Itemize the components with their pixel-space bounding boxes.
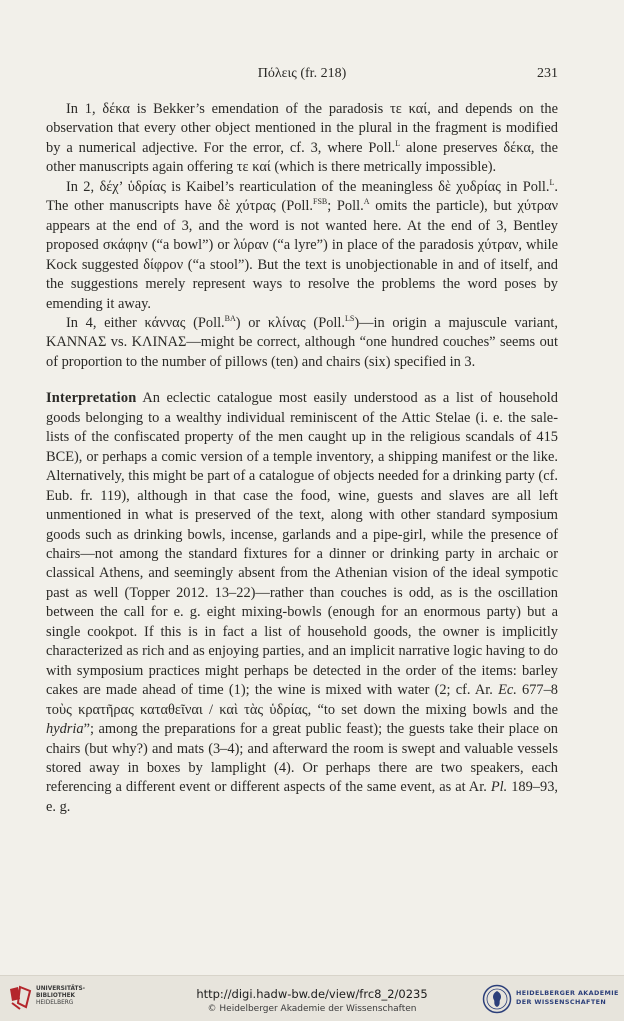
footer-bar	[0, 975, 624, 1021]
page-number: 231	[537, 66, 558, 81]
interpretation-paragraph: Interpretation An eclectic catalogue most easily understood as a list of household goods belonging to a wealthy individual reminiscent of the Attic Stelae (i. e. the sale-lists of the confiscated property of the men caught up in the religious scandals of 415 BCE), or perhaps a comic version of a temple inventory, a shipping manifest or the like. Alternatively, this might be part of a catalogue of objects needed for a drinking party (cf. Eub. fr. 119), although in that case the food, wine, guests and slaves are all left unmentioned in what is preserved of the text, along with other standard symposium goods such as drinking bowls, incense, garlands and a pipe-girl, while the presence of chairs—not among the standard fixtures for a dinner or drinking party in archaic or classical Athens, and seemingly absent from the Athenian vision of the ideal sympotic past as well (Topper 2012. 13–22)—rather than couches is odd, as is the oscillation between the call for e. g. eight mixing-bowls (enough for an enormous party) but a single cookpot. If this is in fact a list of household goods, the owner is implicitly characterized as rich and as enjoying parties, and an implicit narrative logic having to do with symposium practices might perhaps be detected in the order of the items: barley cakes are made ahead of time (1); the wine is mixed with water (2; cf. Ar. Ec. 677–8 τοὺς κρατῆρας καταθεῖναι / καὶ τὰς ὑδρίας, “to set down the mixing bowls and the hydria”; among the preparations for a great public feast); the guests take their place on chairs (but why?) and mats (3–4); and afterward the room is swept and valuable vessels stored away in boxes by lamplight (4). Or perhaps there are two speakers, each referencing a different event or different aspects of the same event, as at Ar. Pl. 189–93, e. g.	[46, 390, 558, 815]
paragraph-line-4: In 4, either κάννας (Poll.$^{BA}$) or κλίνας (Poll.$^{LS}$)—in origin a majuscule variant, ΚΑΝΝΑΣ vs. ΚΛΙΝΑΣ—might be correct, although “one hundred couches” seems out of proportion to the number of pillows (ten) and chairs (six) specified in 3.	[46, 314, 558, 370]
paragraph-line-1: In 1, δέκα is Bekker’s emendation of the paradosis τε καί, and depends on the observation that every other object mentioned in the plural in the fragment is modified by a numerical adjective. For the error, cf. 3, where Poll.$^L$ alone preserves δέκα, the other manuscripts again offering τε καί (which is there metrically impossible).	[46, 101, 559, 176]
section-heading: Interpretation	[46, 390, 137, 407]
running-head	[46, 66, 558, 86]
permalink-url[interactable]: http://digi.hadw-bw.de/view/frc8_2/0235	[196, 987, 428, 1001]
running-title: Πόλεις (fr. 218)	[257, 66, 347, 81]
academy-seal-icon	[482, 984, 512, 1014]
copyright-notice: © Heidelberger Akademie der Wissenschaften	[207, 1004, 417, 1014]
university-library-name: UNIVERSITÄTS- BIBLIOTHEK HEIDELBERG	[36, 986, 86, 1006]
academy-name: HEIDELBERGER AKADEMIE DER WISSENSCHAFTEN	[516, 989, 619, 1006]
commentary-text	[46, 100, 558, 817]
paragraph-line-2: In 2, δέχ’ ὑδρίας is Kaibel’s rearticulation of the meaningless δὲ χυδρίας in Poll.$^L$. The other manuscripts have δὲ χύτρας (Poll.$^{FSB}$; Poll.$^A$ omits the particle), but χύτραν appears at the end of 3, and the word is not wanted here. At the end of 3, Bentley proposed σκάφην (“a bowl”) or λύραν (“a lyre”) in place of the paradosis χύτραν, while Kock suggested δίφρον (“a stool”). But the text is unobjectionable in and of itself, and the suggestions merely represent ways to resolve the problems the word poses by emending it away.	[46, 178, 559, 312]
